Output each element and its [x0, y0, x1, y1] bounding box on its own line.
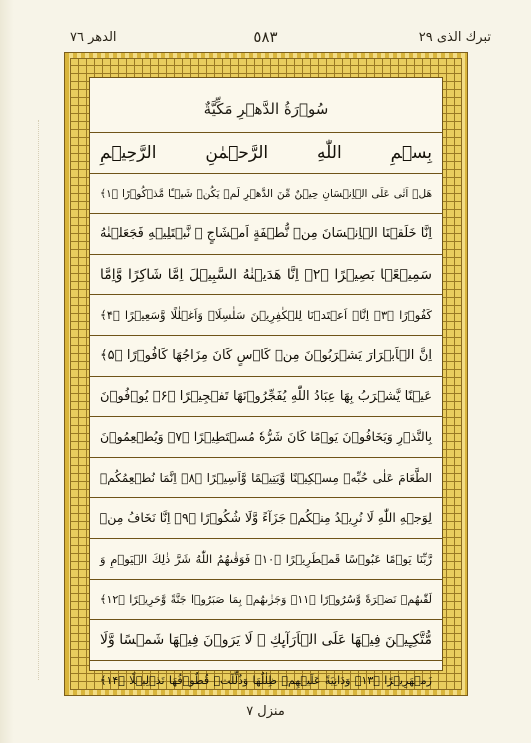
- verse-line: عَيۡنًا يَّشۡرَبُ بِهَا عِبَادُ اللّٰهِ يُفَجِّرُوۡنَهَا تَفۡجِيۡرًا ﴿۶﴾ يُوۡفُوۡنَ: [90, 377, 442, 418]
- manzil-marker: منزل ٧: [246, 704, 285, 719]
- verse-line: لَقّٰٮهُمۡ نَضۡرَةً وَّسُرُوۡرًا ﴿۱۱﴾ وَجَزٰٮهُمۡ بِمَا صَبَرُوۡا جَنَّةً وَّحَرِيۡرًا ﴿۱۲﴾: [90, 580, 442, 621]
- verse-lines: [90, 133, 442, 701]
- verse-line: اِنَّا خَلَقۡنَا الۡاِنۡسَانَ مِنۡ نُّطۡفَةٍ اَمۡشَاجٍ ۖ نَّبۡتَلِيۡهِ فَجَعَلۡنٰهُ: [90, 214, 442, 255]
- verse-line: اِنَّ الۡاَبۡرَارَ يَشۡرَبُوۡنَ مِنۡ كَاۡسٍ كَانَ مِزَاجُهَا كَافُوۡرًا ﴿۵﴾: [90, 336, 442, 377]
- surah-title: سُوۡرَةُ الدَّهۡرِ مَکِّيَّةٌ: [90, 86, 442, 133]
- juz-header: تبرك الذى ٢٩: [418, 30, 491, 45]
- verse-line: زَمۡهَرِيۡرًا ﴿۱۳﴾ وَدَانِيَةً عَلَيۡهِمۡ ظِلٰلُهَا وَذُلِّلَتۡ قُطُوۡفُهَا تَذۡلِيۡلًا ﴿۱۴﴾: [100, 673, 432, 687]
- verse-line: الطَّعَامَ عَلٰى حُبِّهٖ مِسۡكِيۡنًا وَّيَتِيۡمًا وَّاَسِيۡرًا ﴿۸﴾ اِنَّمَا نُطۡعِمُكُمۡ: [90, 458, 442, 499]
- verse-line: بِالنَّذۡرِ وَيَخَافُوۡنَ يَوۡمًا كَانَ شَرُّهٗ مُسۡتَطِيۡرًا ﴿۷﴾ وَيُطۡعِمُوۡنَ: [90, 417, 442, 458]
- page-number: ٥٨٣: [253, 28, 278, 46]
- border-pattern: [70, 58, 462, 690]
- ornamental-border: [64, 52, 468, 696]
- verse-line: هَلۡ اَتٰى عَلَى الۡاِنۡسَانِ حِيۡنٌ مِّنَ الدَّهۡرِ لَمۡ يَكُنۡ شَيۡـًٔا مَّذۡكُوۡرًا ﴿۱﴾: [90, 174, 442, 215]
- verse-line: لِوَجۡهِ اللّٰهِ لَا نُرِيۡدُ مِنۡكُمۡ جَزَآءً وَّلَا شُكُوۡرًا ﴿۹﴾ اِنَّا نَخَافُ مِنۡ: [90, 498, 442, 539]
- text-area: [89, 77, 443, 687]
- page-margin: [38, 120, 51, 680]
- verse-line: مُّتَّكِـِٕيۡنَ فِيۡهَا عَلَى الۡاَرَآٮِٕكِ ۚ لَا يَرَوۡنَ فِيۡهَا شَمۡسًا وَّلَا: [90, 620, 442, 661]
- surah-header: الدهر ٧٦: [70, 30, 117, 45]
- verse-line: سَمِيۡعًۢا بَصِيۡرًا ﴿۲﴾ اِنَّا هَدَيۡنٰهُ السَّبِيۡلَ اِمَّا شَاكِرًا وَّاِمَّا: [90, 255, 442, 296]
- verse-line: كَفُوۡرًا ﴿۳﴾ اِنَّاۤ اَعۡتَدۡنَا لِلۡكٰفِرِيۡنَ سَلٰسِلَا۟ وَاَغۡلٰلًا وَّسَعِيۡرًا ﴿۴﴾: [90, 295, 442, 336]
- verse-line: رَّبِّنَا يَوۡمًا عَبُوۡسًا قَمۡطَرِيۡرًا ﴿۱۰﴾ فَوَقٰٮهُمُ اللّٰهُ شَرَّ ذٰلِكَ الۡيَوۡمِ وَ: [90, 539, 442, 580]
- verse-line: بِسۡمِ اللّٰهِ الرَّحۡمٰنِ الرَّحِيۡمِ: [90, 133, 442, 174]
